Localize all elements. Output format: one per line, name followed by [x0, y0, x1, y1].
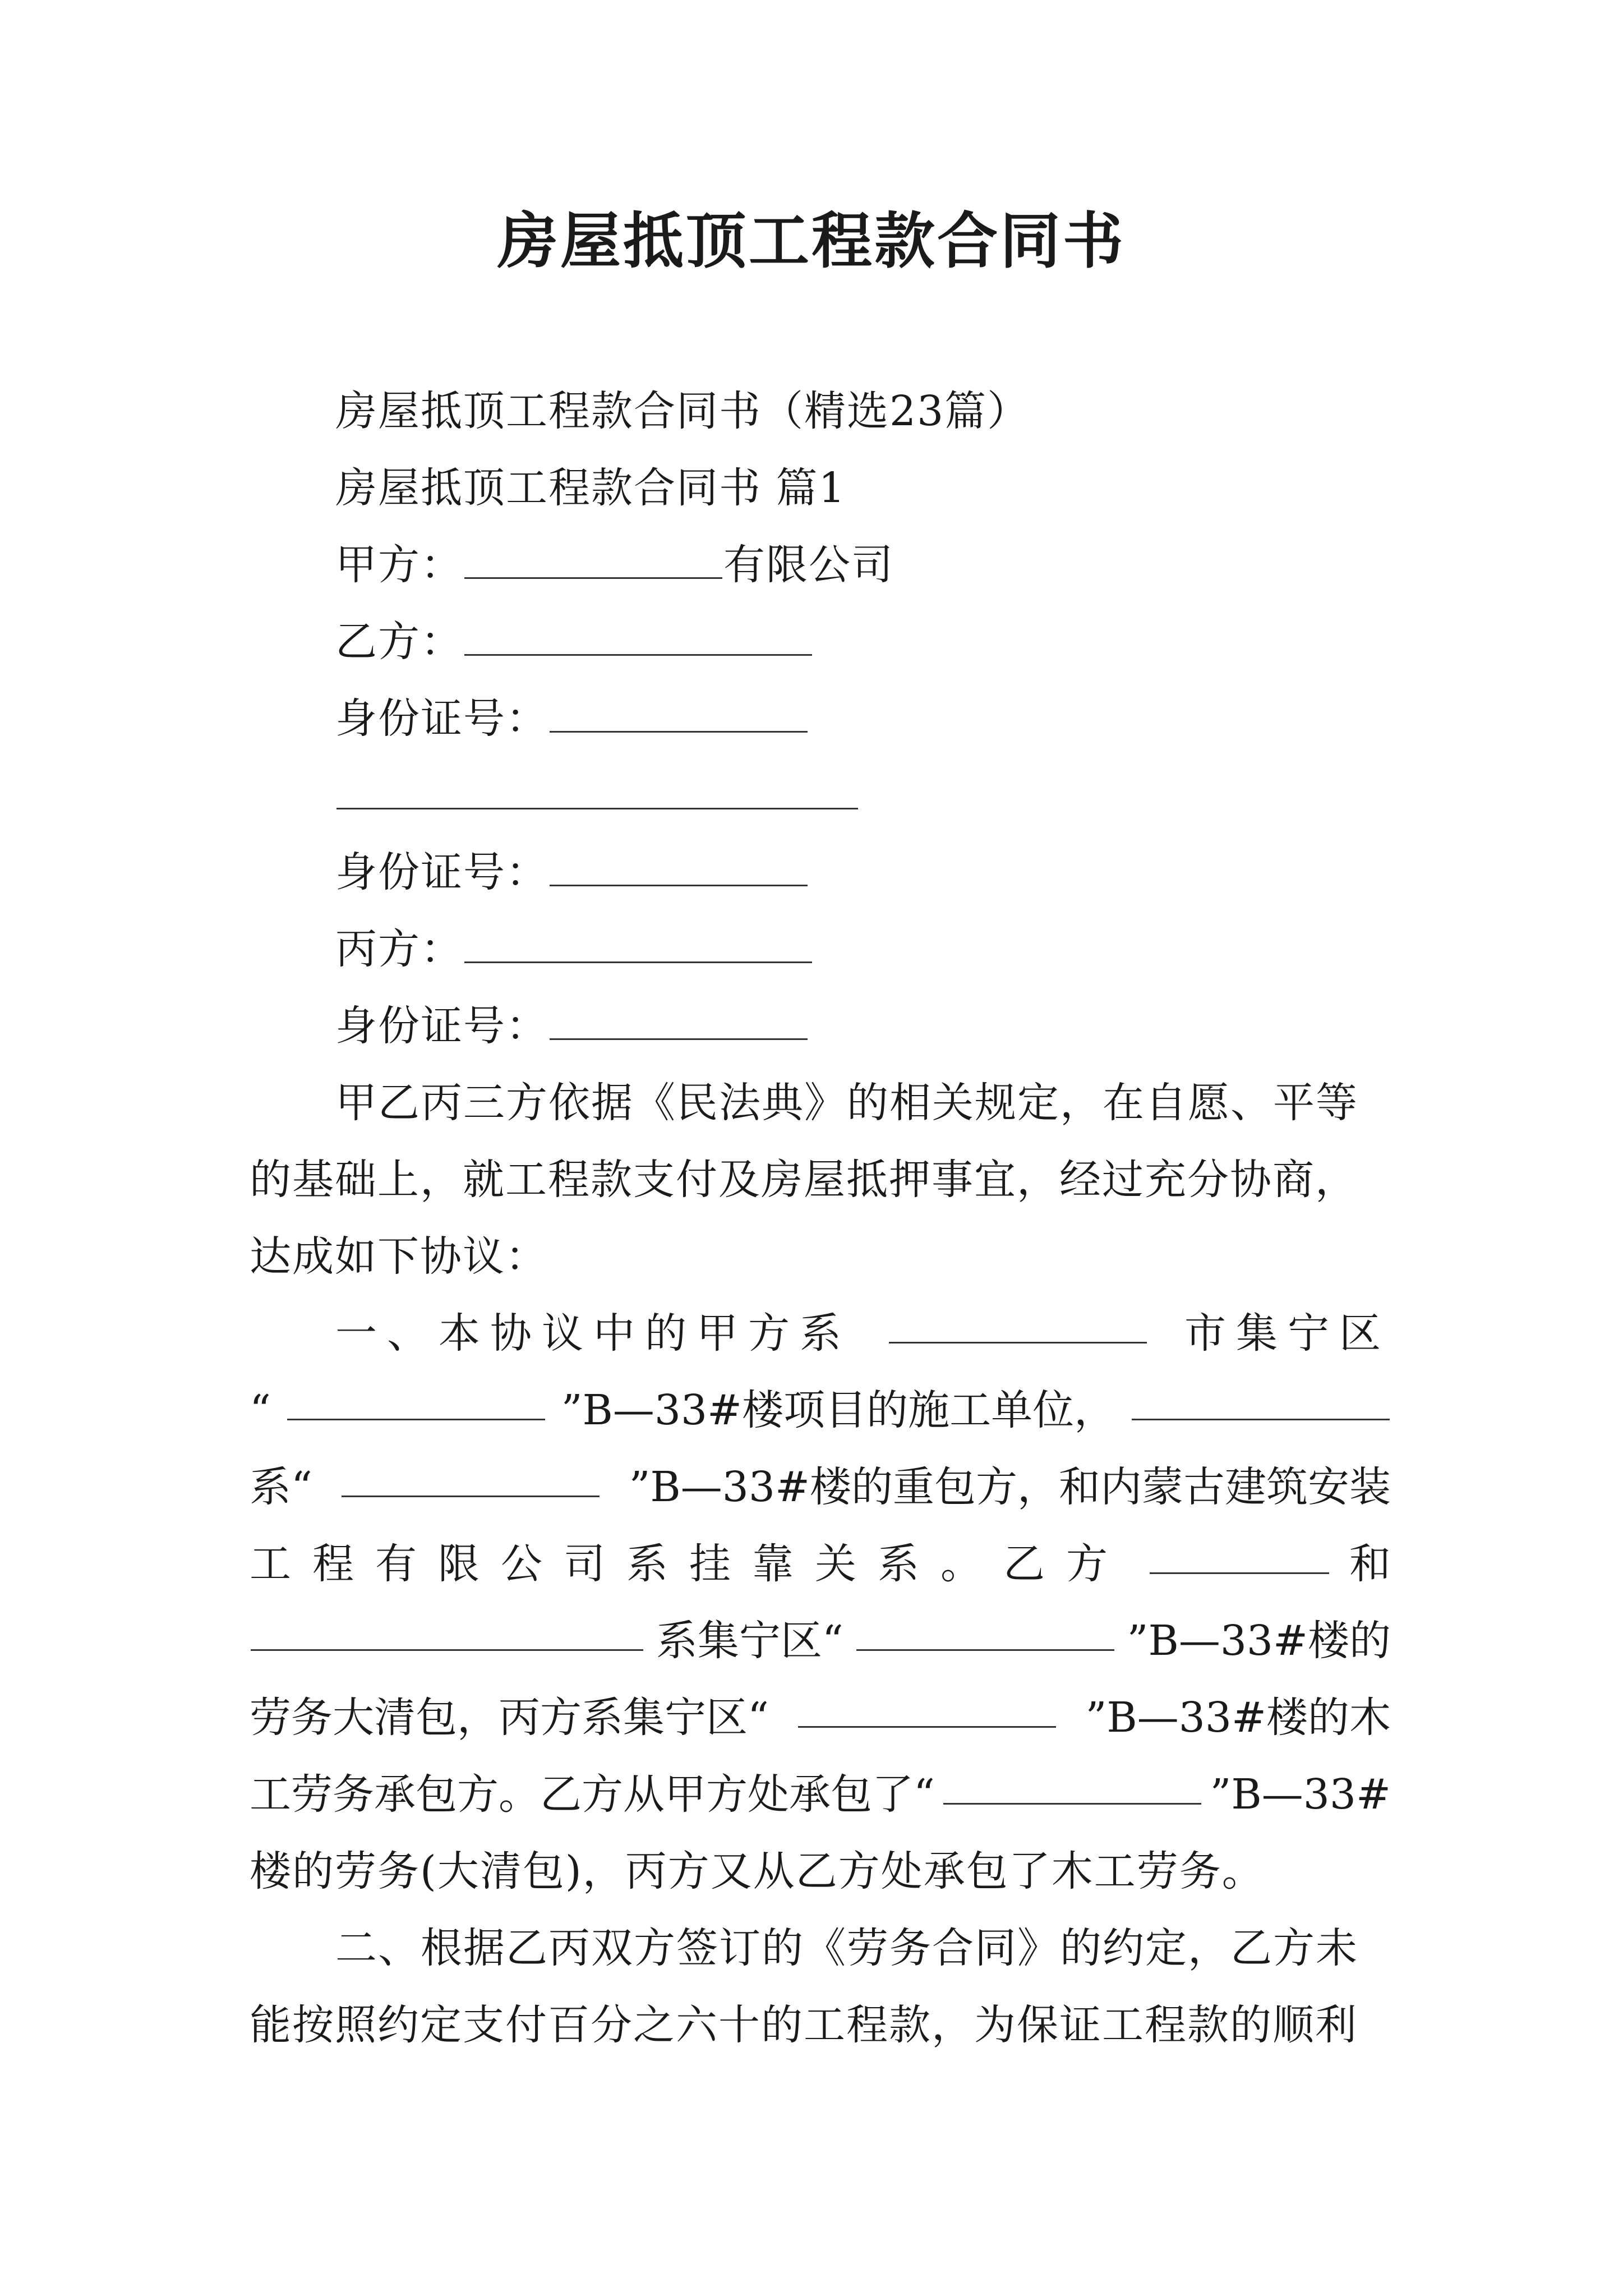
clause1-blank-3[interactable] [1132, 1379, 1390, 1420]
document-title: 房屋抵顶工程款合同书 [497, 206, 1126, 277]
clause1-line-4 [250, 1533, 1391, 1595]
party-a-blank[interactable] [464, 538, 722, 579]
id-label-3: 身份证号： [335, 1002, 548, 1050]
clause1-text-5b: ”B—33#楼的 [1127, 1617, 1391, 1665]
party-b-line [335, 611, 813, 673]
party-b-label: 乙方： [335, 618, 463, 666]
clause1-text-2a: “ [250, 1386, 271, 1434]
id-blank-1[interactable] [550, 692, 808, 733]
clause1-text-2b: ”B—33#楼项目的施工单位， [561, 1386, 1116, 1434]
clause1-blank-6[interactable] [251, 1610, 643, 1651]
clause1-line-8: 楼的劳务(大清包)，丙方又从乙方处承包了木工劳务。 [250, 1847, 1265, 1895]
id-label-2: 身份证号： [335, 848, 548, 896]
clause1-text-3b: ”B—33#楼的重包方，和内蒙古建筑安装 [629, 1463, 1391, 1511]
clause1-line-2 [250, 1379, 1391, 1441]
clause1-line-6 [250, 1687, 1391, 1749]
clause1-blank-9[interactable] [943, 1764, 1201, 1805]
document-subtitle: 房屋抵顶工程款合同书（精选23篇） [335, 387, 1030, 435]
clause1-text-4b: 和 [1349, 1540, 1391, 1588]
intro-line-2: 的基础上，就工程款支付及房屋抵押事宜，经过充分协商， [250, 1156, 1358, 1204]
clause2-line-2: 能按照约定支付百分之六十的工程款，为保证工程款的顺利 [250, 2001, 1358, 2049]
id-blank-2[interactable] [550, 845, 808, 886]
section-heading: 房屋抵顶工程款合同书 篇1 [335, 464, 846, 512]
clause1-text-6a: 劳务大清包，丙方系集宁区“ [250, 1694, 769, 1742]
clause1-line-3 [250, 1456, 1391, 1518]
clause1-text-6b: ”B—33#楼的木 [1085, 1694, 1391, 1742]
clause1-blank-7[interactable] [856, 1610, 1114, 1651]
extra-blank-line [335, 765, 859, 826]
clause1-text-1b: 市集宁区 [1184, 1309, 1391, 1358]
clause1-blank-4[interactable] [342, 1456, 600, 1497]
party-b-blank[interactable] [464, 615, 812, 656]
clause1-line-1 [250, 1303, 1391, 1364]
clause1-blank-2[interactable] [287, 1379, 545, 1420]
extra-blank[interactable] [336, 769, 858, 809]
clause1-blank-5[interactable] [1150, 1533, 1329, 1574]
party-c-blank[interactable] [464, 922, 812, 963]
id-line-1 [335, 688, 809, 749]
party-a-suffix: 有限公司 [723, 541, 894, 589]
clause1-text-4a: 工程有限公司系挂靠关系。乙方 [250, 1540, 1129, 1588]
clause2-line-1: 二、根据乙丙双方签订的《劳务合同》的约定，乙方未 [335, 1924, 1358, 1972]
id-blank-3[interactable] [550, 999, 808, 1040]
party-a-line [335, 534, 894, 596]
intro-line-1: 甲乙丙三方依据《民法典》的相关规定，在自愿、平等 [335, 1079, 1358, 1127]
clause1-text-1a: 一、本协议中的甲方系 [335, 1309, 851, 1358]
intro-line-3: 达成如下协议： [250, 1232, 548, 1281]
clause1-text-3a: 系“ [250, 1463, 312, 1511]
clause1-text-5a: 系集宁区“ [656, 1617, 843, 1665]
party-a-label: 甲方： [335, 541, 463, 589]
party-c-label: 丙方： [335, 925, 463, 973]
id-label-1: 身份证号： [335, 694, 548, 743]
clause1-blank-1[interactable] [889, 1303, 1147, 1343]
clause1-text-7b: ”B—33# [1210, 1770, 1391, 1819]
clause1-text-7a: 工劳务承包方。乙方从甲方处承包了“ [250, 1770, 935, 1819]
id-line-3 [335, 995, 809, 1057]
clause1-line-7 [250, 1764, 1391, 1825]
party-c-line [335, 918, 813, 980]
id-line-2 [335, 841, 809, 903]
clause1-blank-8[interactable] [798, 1687, 1056, 1728]
clause1-line-5 [250, 1610, 1391, 1672]
